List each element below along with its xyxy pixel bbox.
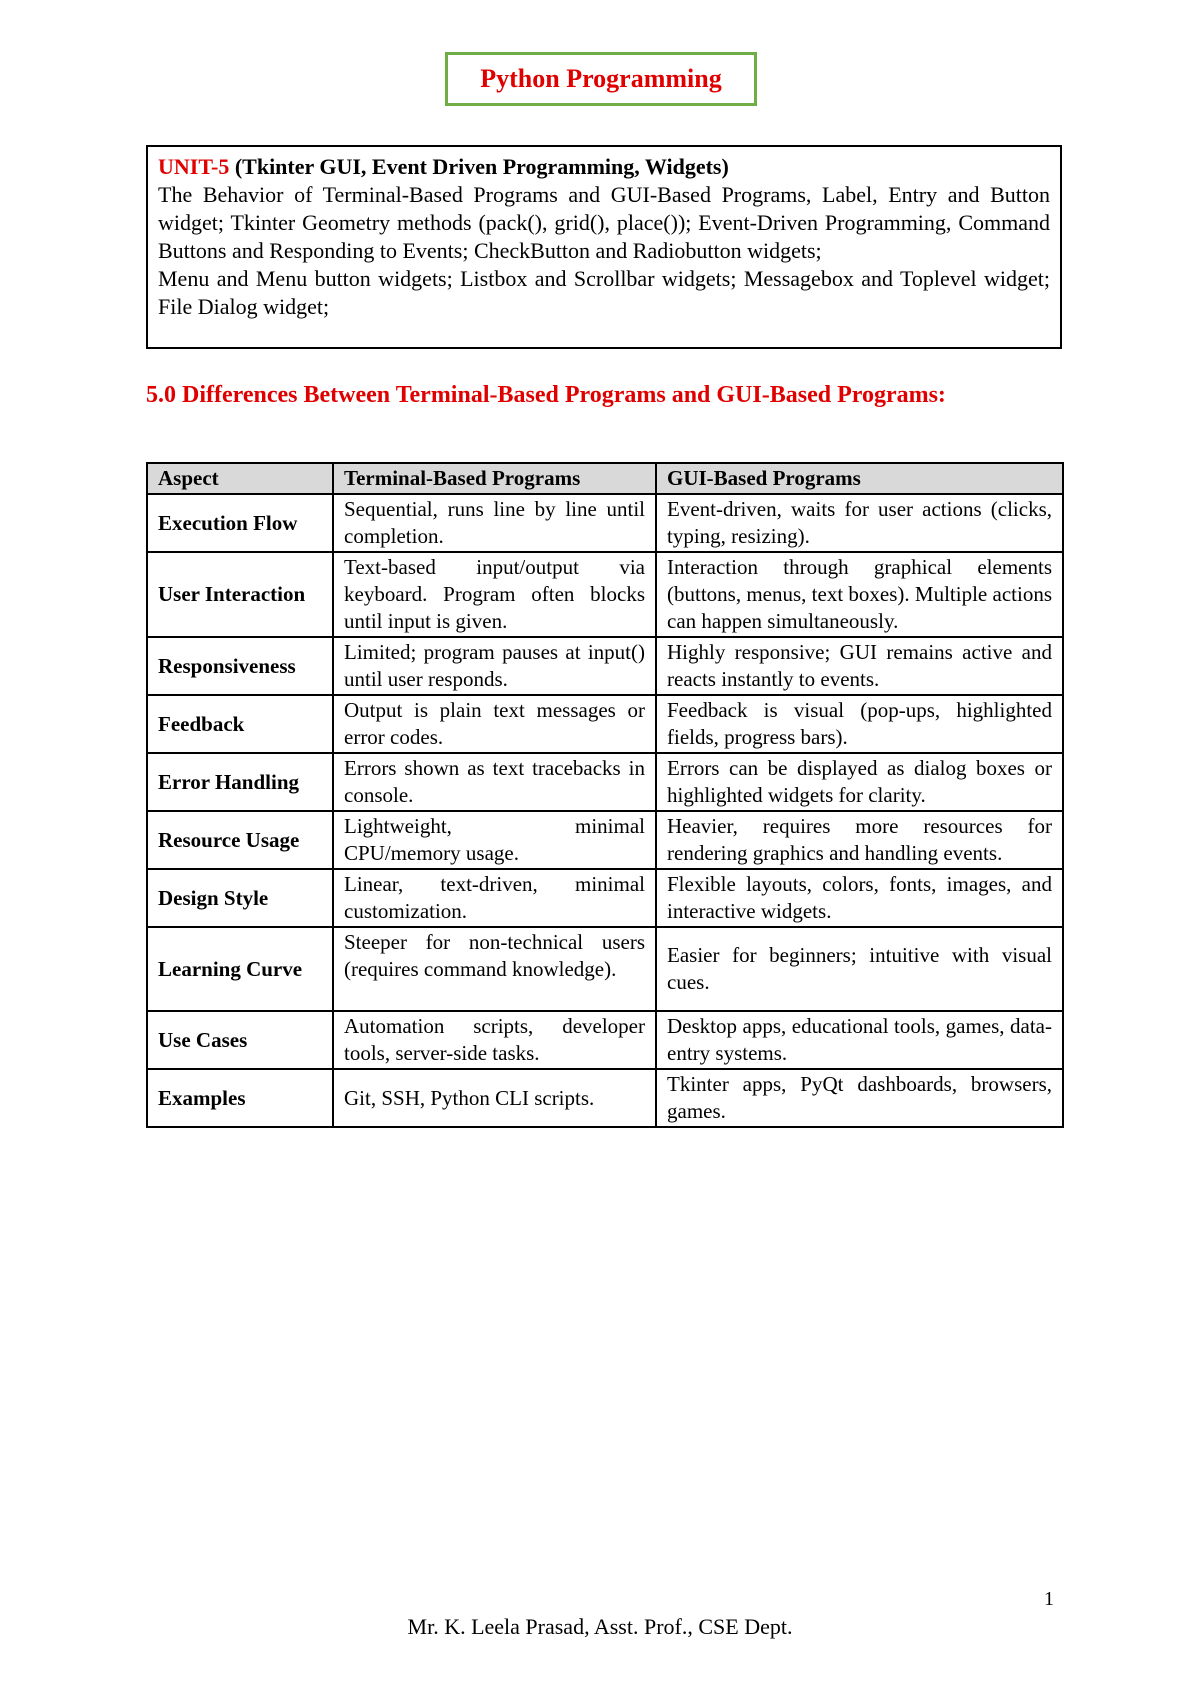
aspect-cell: Execution Flow — [147, 494, 333, 552]
table-header-row — [147, 463, 1063, 494]
page-footer-author: Mr. K. Leela Prasad, Asst. Prof., CSE Dept. — [407, 1614, 793, 1639]
unit-heading — [158, 153, 1050, 181]
aspect-cell: Learning Curve — [147, 927, 333, 1011]
unit-label: UNIT-5 — [158, 154, 230, 179]
page-number: 1 — [1044, 1588, 1054, 1610]
table-row — [147, 869, 1063, 927]
header-aspect: Aspect — [147, 463, 333, 494]
terminal-cell: Output is plain text messages or error codes. — [333, 695, 656, 753]
gui-cell: Highly responsive; GUI remains active and reacts instantly to events. — [656, 637, 1063, 695]
header-gui: GUI-Based Programs — [656, 463, 1063, 494]
terminal-cell: Sequential, runs line by line until completion. — [333, 494, 656, 552]
aspect-cell: Use Cases — [147, 1011, 333, 1069]
terminal-cell: Lightweight, minimal CPU/memory usage. — [333, 811, 656, 869]
table-row — [147, 1069, 1063, 1127]
table-row — [147, 927, 1063, 1011]
aspect-cell: User Interaction — [147, 552, 333, 637]
syllabus-line-1: The Behavior of Terminal-Based Programs and GUI-Based Programs, Label, Entry and Button widget; Tkinter Geometry methods (pack(), grid(), place()); Event-Driven Programming, Command Buttons and Responding to Events; CheckButton and Radiobutton widgets; — [158, 182, 1050, 263]
aspect-cell: Resource Usage — [147, 811, 333, 869]
aspect-cell: Feedback — [147, 695, 333, 753]
gui-cell: Tkinter apps, PyQt dashboards, browsers, games. — [656, 1069, 1063, 1127]
gui-cell: Errors can be displayed as dialog boxes or highlighted widgets for clarity. — [656, 753, 1063, 811]
gui-cell: Desktop apps, educational tools, games, data-entry systems. — [656, 1011, 1063, 1069]
comparison-table — [146, 462, 1064, 1128]
terminal-cell: Linear, text-driven, minimal customization. — [333, 869, 656, 927]
table-row — [147, 1011, 1063, 1069]
gui-cell: Event-driven, waits for user actions (clicks, typing, resizing). — [656, 494, 1063, 552]
gui-cell: Flexible layouts, colors, fonts, images, and interactive widgets. — [656, 869, 1063, 927]
aspect-cell: Error Handling — [147, 753, 333, 811]
terminal-cell: Errors shown as text tracebacks in console. — [333, 753, 656, 811]
table-row — [147, 552, 1063, 637]
table-row — [147, 695, 1063, 753]
header-terminal: Terminal-Based Programs — [333, 463, 656, 494]
syllabus-line-2: Menu and Menu button widgets; Listbox and Scrollbar widgets; Messagebox and Toplevel widget; File Dialog widget; — [158, 266, 1050, 319]
table-row — [147, 811, 1063, 869]
table-row — [147, 753, 1063, 811]
terminal-cell: Limited; program pauses at input() until user responds. — [333, 637, 656, 695]
aspect-cell: Responsiveness — [147, 637, 333, 695]
terminal-cell: Text-based input/output via keyboard. Program often blocks until input is given. — [333, 552, 656, 637]
gui-cell: Heavier, requires more resources for rendering graphics and handling events. — [656, 811, 1063, 869]
page-header-title: Python Programming — [445, 52, 757, 106]
unit-syllabus-box — [146, 145, 1062, 349]
unit-topics: (Tkinter GUI, Event Driven Programming, Widgets) — [229, 154, 729, 179]
terminal-cell: Git, SSH, Python CLI scripts. — [333, 1069, 656, 1127]
gui-cell: Interaction through graphical elements (buttons, menus, text boxes). Multiple actions can happen simultaneously. — [656, 552, 1063, 637]
section-title: 5.0 Differences Between Terminal-Based Programs and GUI-Based Programs: — [146, 382, 946, 408]
aspect-cell: Examples — [147, 1069, 333, 1127]
aspect-cell: Design Style — [147, 869, 333, 927]
terminal-cell: Automation scripts, developer tools, server-side tasks. — [333, 1011, 656, 1069]
terminal-cell: Steeper for non-technical users (requires command knowledge). — [333, 927, 656, 1011]
gui-cell: Feedback is visual (pop-ups, highlighted fields, progress bars). — [656, 695, 1063, 753]
gui-cell: Easier for beginners; intuitive with visual cues. — [656, 927, 1063, 1011]
table-row — [147, 494, 1063, 552]
table-row — [147, 637, 1063, 695]
